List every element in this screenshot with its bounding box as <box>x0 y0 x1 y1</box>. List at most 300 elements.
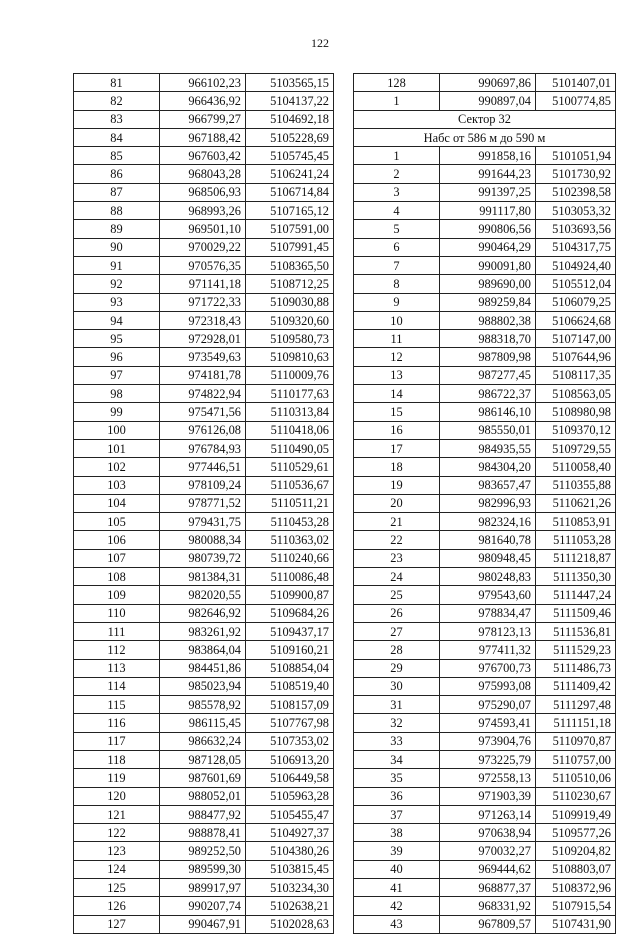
table-row <box>354 659 616 677</box>
point-number-cell: 96 <box>74 348 160 366</box>
y-coordinate-cell: 5111218,87 <box>536 549 616 567</box>
table-row <box>74 110 334 128</box>
sector-subtitle-row <box>354 128 616 146</box>
y-coordinate-cell: 5107915,54 <box>536 897 616 915</box>
y-coordinate-cell: 5103234,30 <box>246 879 334 897</box>
table-row <box>354 513 616 531</box>
table-row <box>74 531 334 549</box>
y-coordinate-cell: 5108803,07 <box>536 860 616 878</box>
x-coordinate-cell: 984451,86 <box>160 659 246 677</box>
table-row <box>74 128 334 146</box>
y-coordinate-cell: 5109160,21 <box>246 641 334 659</box>
y-coordinate-cell: 5108563,05 <box>536 385 616 403</box>
y-coordinate-cell: 5109204,82 <box>536 842 616 860</box>
table-row <box>74 787 334 805</box>
y-coordinate-cell: 5108980,98 <box>536 403 616 421</box>
point-number-cell: 9 <box>354 293 440 311</box>
x-coordinate-cell: 968043,28 <box>160 165 246 183</box>
x-coordinate-cell: 980948,45 <box>440 549 536 567</box>
y-coordinate-cell: 5110453,28 <box>246 513 334 531</box>
x-coordinate-cell: 978109,24 <box>160 476 246 494</box>
table-row <box>354 311 616 329</box>
y-coordinate-cell: 5109810,63 <box>246 348 334 366</box>
x-coordinate-cell: 975471,56 <box>160 403 246 421</box>
x-coordinate-cell: 986115,45 <box>160 714 246 732</box>
table-row <box>354 732 616 750</box>
table-row <box>74 311 334 329</box>
point-number-cell: 11 <box>354 330 440 348</box>
table-row <box>74 439 334 457</box>
point-number-cell: 121 <box>74 805 160 823</box>
table-row <box>74 824 334 842</box>
y-coordinate-cell: 5107767,98 <box>246 714 334 732</box>
point-number-cell: 82 <box>74 92 160 110</box>
y-coordinate-cell: 5102638,21 <box>246 897 334 915</box>
point-number-cell: 118 <box>74 750 160 768</box>
table-row <box>74 513 334 531</box>
y-coordinate-cell: 5111447,24 <box>536 586 616 604</box>
y-coordinate-cell: 5111053,28 <box>536 531 616 549</box>
table-row <box>74 202 334 220</box>
point-number-cell: 124 <box>74 860 160 878</box>
point-number-cell: 36 <box>354 787 440 805</box>
table-row <box>354 568 616 586</box>
table-row <box>354 604 616 622</box>
point-number-cell: 95 <box>74 330 160 348</box>
point-number-cell: 107 <box>74 549 160 567</box>
x-coordinate-cell: 980739,72 <box>160 549 246 567</box>
x-coordinate-cell: 967188,42 <box>160 128 246 146</box>
table-row <box>354 879 616 897</box>
x-coordinate-cell: 983657,47 <box>440 476 536 494</box>
x-coordinate-cell: 988318,70 <box>440 330 536 348</box>
point-number-cell: 128 <box>354 74 440 92</box>
table-row <box>354 439 616 457</box>
x-coordinate-cell: 968993,26 <box>160 202 246 220</box>
x-coordinate-cell: 969501,10 <box>160 220 246 238</box>
point-number-cell: 23 <box>354 549 440 567</box>
point-number-cell: 33 <box>354 732 440 750</box>
y-coordinate-cell: 5108712,25 <box>246 275 334 293</box>
point-number-cell: 3 <box>354 183 440 201</box>
y-coordinate-cell: 5107165,12 <box>246 202 334 220</box>
y-coordinate-cell: 5110086,48 <box>246 568 334 586</box>
x-coordinate-cell: 978123,13 <box>440 622 536 640</box>
x-coordinate-cell: 982646,92 <box>160 604 246 622</box>
x-coordinate-cell: 985578,92 <box>160 696 246 714</box>
table-row <box>354 202 616 220</box>
table-row <box>354 476 616 494</box>
point-number-cell: 127 <box>74 915 160 933</box>
x-coordinate-cell: 987809,98 <box>440 348 536 366</box>
table-row <box>74 165 334 183</box>
table-row <box>74 403 334 421</box>
x-coordinate-cell: 989690,00 <box>440 275 536 293</box>
point-number-cell: 111 <box>74 622 160 640</box>
table-row <box>74 732 334 750</box>
x-coordinate-cell: 970638,94 <box>440 824 536 842</box>
table-row <box>74 659 334 677</box>
table-row <box>354 183 616 201</box>
y-coordinate-cell: 5110177,63 <box>246 385 334 403</box>
table-row <box>354 74 616 92</box>
x-coordinate-cell: 987128,05 <box>160 750 246 768</box>
y-coordinate-cell: 5109729,55 <box>536 439 616 457</box>
x-coordinate-cell: 981384,31 <box>160 568 246 586</box>
point-number-cell: 28 <box>354 641 440 659</box>
table-row <box>354 330 616 348</box>
table-row <box>354 531 616 549</box>
table-row <box>354 696 616 714</box>
point-number-cell: 18 <box>354 458 440 476</box>
point-number-cell: 25 <box>354 586 440 604</box>
x-coordinate-cell: 980248,83 <box>440 568 536 586</box>
x-coordinate-cell: 986722,37 <box>440 385 536 403</box>
point-number-cell: 87 <box>74 183 160 201</box>
y-coordinate-cell: 5104924,40 <box>536 256 616 274</box>
x-coordinate-cell: 978834,47 <box>440 604 536 622</box>
y-coordinate-cell: 5110757,00 <box>536 750 616 768</box>
point-number-cell: 14 <box>354 385 440 403</box>
point-number-cell: 34 <box>354 750 440 768</box>
x-coordinate-cell: 978771,52 <box>160 494 246 512</box>
point-number-cell: 109 <box>74 586 160 604</box>
x-coordinate-cell: 973549,63 <box>160 348 246 366</box>
y-coordinate-cell: 5102398,58 <box>536 183 616 201</box>
y-coordinate-cell: 5104927,37 <box>246 824 334 842</box>
x-coordinate-cell: 974822,94 <box>160 385 246 403</box>
table-row <box>74 879 334 897</box>
point-number-cell: 20 <box>354 494 440 512</box>
point-number-cell: 12 <box>354 348 440 366</box>
table-row <box>354 348 616 366</box>
x-coordinate-cell: 974181,78 <box>160 366 246 384</box>
y-coordinate-cell: 5107353,02 <box>246 732 334 750</box>
y-coordinate-cell: 5110511,21 <box>246 494 334 512</box>
y-coordinate-cell: 5100774,85 <box>536 92 616 110</box>
x-coordinate-cell: 990897,04 <box>440 92 536 110</box>
y-coordinate-cell: 5101407,01 <box>536 74 616 92</box>
x-coordinate-cell: 990806,56 <box>440 220 536 238</box>
table-row <box>74 897 334 915</box>
point-number-cell: 92 <box>74 275 160 293</box>
y-coordinate-cell: 5103565,15 <box>246 74 334 92</box>
point-number-cell: 37 <box>354 805 440 823</box>
point-number-cell: 10 <box>354 311 440 329</box>
table-row <box>354 256 616 274</box>
table-row <box>74 677 334 695</box>
point-number-cell: 31 <box>354 696 440 714</box>
x-coordinate-cell: 976700,73 <box>440 659 536 677</box>
y-coordinate-cell: 5105228,69 <box>246 128 334 146</box>
x-coordinate-cell: 968331,92 <box>440 897 536 915</box>
table-row <box>354 403 616 421</box>
table-row <box>74 549 334 567</box>
point-number-cell: 6 <box>354 238 440 256</box>
table-row <box>354 915 616 933</box>
point-number-cell: 38 <box>354 824 440 842</box>
x-coordinate-cell: 970032,27 <box>440 842 536 860</box>
x-coordinate-cell: 989259,84 <box>440 293 536 311</box>
x-coordinate-cell: 973225,79 <box>440 750 536 768</box>
y-coordinate-cell: 5111529,23 <box>536 641 616 659</box>
y-coordinate-cell: 5111509,46 <box>536 604 616 622</box>
y-coordinate-cell: 5110355,88 <box>536 476 616 494</box>
point-number-cell: 108 <box>74 568 160 586</box>
point-number-cell: 93 <box>74 293 160 311</box>
table-row <box>354 769 616 787</box>
y-coordinate-cell: 5105745,45 <box>246 147 334 165</box>
y-coordinate-cell: 5110490,05 <box>246 439 334 457</box>
x-coordinate-cell: 971141,18 <box>160 275 246 293</box>
point-number-cell: 13 <box>354 366 440 384</box>
y-coordinate-cell: 5104317,75 <box>536 238 616 256</box>
y-coordinate-cell: 5108519,40 <box>246 677 334 695</box>
point-number-cell: 21 <box>354 513 440 531</box>
point-number-cell: 15 <box>354 403 440 421</box>
point-number-cell: 86 <box>74 165 160 183</box>
table-row <box>354 750 616 768</box>
x-coordinate-cell: 966799,27 <box>160 110 246 128</box>
point-number-cell: 100 <box>74 421 160 439</box>
y-coordinate-cell: 5110970,87 <box>536 732 616 750</box>
x-coordinate-cell: 973904,76 <box>440 732 536 750</box>
x-coordinate-cell: 980088,34 <box>160 531 246 549</box>
point-number-cell: 112 <box>74 641 160 659</box>
coordinates-table-left <box>73 73 334 934</box>
point-number-cell: 29 <box>354 659 440 677</box>
table-row <box>74 183 334 201</box>
x-coordinate-cell: 986632,24 <box>160 732 246 750</box>
table-row <box>354 549 616 567</box>
table-row <box>354 494 616 512</box>
point-number-cell: 27 <box>354 622 440 640</box>
y-coordinate-cell: 5106449,58 <box>246 769 334 787</box>
table-row <box>74 476 334 494</box>
y-coordinate-cell: 5110621,26 <box>536 494 616 512</box>
table-row <box>74 622 334 640</box>
y-coordinate-cell: 5110510,06 <box>536 769 616 787</box>
table-row <box>74 256 334 274</box>
x-coordinate-cell: 975290,07 <box>440 696 536 714</box>
point-number-cell: 116 <box>74 714 160 732</box>
point-number-cell: 16 <box>354 421 440 439</box>
y-coordinate-cell: 5111297,48 <box>536 696 616 714</box>
y-coordinate-cell: 5110536,67 <box>246 476 334 494</box>
point-number-cell: 39 <box>354 842 440 860</box>
point-number-cell: 84 <box>74 128 160 146</box>
x-coordinate-cell: 983864,04 <box>160 641 246 659</box>
x-coordinate-cell: 984304,20 <box>440 458 536 476</box>
y-coordinate-cell: 5107644,96 <box>536 348 616 366</box>
table-row <box>74 238 334 256</box>
point-number-cell: 106 <box>74 531 160 549</box>
x-coordinate-cell: 967603,42 <box>160 147 246 165</box>
x-coordinate-cell: 990464,29 <box>440 238 536 256</box>
table-row <box>74 330 334 348</box>
x-coordinate-cell: 979431,75 <box>160 513 246 531</box>
point-number-cell: 81 <box>74 74 160 92</box>
x-coordinate-cell: 987601,69 <box>160 769 246 787</box>
x-coordinate-cell: 990697,86 <box>440 74 536 92</box>
y-coordinate-cell: 5103815,45 <box>246 860 334 878</box>
point-number-cell: 101 <box>74 439 160 457</box>
y-coordinate-cell: 5107431,90 <box>536 915 616 933</box>
table-row <box>74 366 334 384</box>
point-number-cell: 125 <box>74 879 160 897</box>
x-coordinate-cell: 967809,57 <box>440 915 536 933</box>
table-row <box>354 385 616 403</box>
x-coordinate-cell: 988477,92 <box>160 805 246 823</box>
point-number-cell: 120 <box>74 787 160 805</box>
x-coordinate-cell: 966436,92 <box>160 92 246 110</box>
table-row <box>74 385 334 403</box>
table-row <box>74 293 334 311</box>
y-coordinate-cell: 5104380,26 <box>246 842 334 860</box>
x-coordinate-cell: 982324,16 <box>440 513 536 531</box>
point-number-cell: 1 <box>354 147 440 165</box>
x-coordinate-cell: 986146,10 <box>440 403 536 421</box>
x-coordinate-cell: 991117,80 <box>440 202 536 220</box>
y-coordinate-cell: 5106714,84 <box>246 183 334 201</box>
x-coordinate-cell: 988052,01 <box>160 787 246 805</box>
table-row <box>354 586 616 604</box>
x-coordinate-cell: 972928,01 <box>160 330 246 348</box>
y-coordinate-cell: 5111151,18 <box>536 714 616 732</box>
table-row <box>74 275 334 293</box>
table-row <box>74 147 334 165</box>
point-number-cell: 7 <box>354 256 440 274</box>
x-coordinate-cell: 966102,23 <box>160 74 246 92</box>
table-row <box>74 915 334 933</box>
table-row <box>354 860 616 878</box>
table-row <box>74 74 334 92</box>
x-coordinate-cell: 970576,35 <box>160 256 246 274</box>
x-coordinate-cell: 990207,74 <box>160 897 246 915</box>
table-row <box>74 586 334 604</box>
point-number-cell: 103 <box>74 476 160 494</box>
y-coordinate-cell: 5101730,92 <box>536 165 616 183</box>
y-coordinate-cell: 5107591,00 <box>246 220 334 238</box>
x-coordinate-cell: 981640,78 <box>440 531 536 549</box>
y-coordinate-cell: 5110240,66 <box>246 549 334 567</box>
table-row <box>74 92 334 110</box>
point-number-cell: 40 <box>354 860 440 878</box>
point-number-cell: 85 <box>74 147 160 165</box>
point-number-cell: 24 <box>354 568 440 586</box>
table-row <box>74 696 334 714</box>
coordinates-table-right <box>353 73 616 934</box>
point-number-cell: 17 <box>354 439 440 457</box>
x-coordinate-cell: 985550,01 <box>440 421 536 439</box>
x-coordinate-cell: 971903,39 <box>440 787 536 805</box>
x-coordinate-cell: 989917,97 <box>160 879 246 897</box>
x-coordinate-cell: 989599,30 <box>160 860 246 878</box>
point-number-cell: 104 <box>74 494 160 512</box>
point-number-cell: 41 <box>354 879 440 897</box>
table-row <box>74 805 334 823</box>
x-coordinate-cell: 988802,38 <box>440 311 536 329</box>
table-row <box>74 641 334 659</box>
y-coordinate-cell: 5108365,50 <box>246 256 334 274</box>
page-number: 122 <box>311 36 329 50</box>
point-number-cell: 42 <box>354 897 440 915</box>
table-row <box>74 220 334 238</box>
y-coordinate-cell: 5108157,09 <box>246 696 334 714</box>
y-coordinate-cell: 5108854,04 <box>246 659 334 677</box>
x-coordinate-cell: 972558,13 <box>440 769 536 787</box>
y-coordinate-cell: 5109030,88 <box>246 293 334 311</box>
y-coordinate-cell: 5105963,28 <box>246 787 334 805</box>
y-coordinate-cell: 5107991,45 <box>246 238 334 256</box>
y-coordinate-cell: 5105455,47 <box>246 805 334 823</box>
y-coordinate-cell: 5101051,94 <box>536 147 616 165</box>
point-number-cell: 22 <box>354 531 440 549</box>
table-row <box>354 92 616 110</box>
y-coordinate-cell: 5109577,26 <box>536 824 616 842</box>
point-number-cell: 117 <box>74 732 160 750</box>
x-coordinate-cell: 969444,62 <box>440 860 536 878</box>
x-coordinate-cell: 976784,93 <box>160 439 246 457</box>
table-row <box>354 677 616 695</box>
point-number-cell: 83 <box>74 110 160 128</box>
y-coordinate-cell: 5109437,17 <box>246 622 334 640</box>
y-coordinate-cell: 5106624,68 <box>536 311 616 329</box>
table-row <box>354 622 616 640</box>
y-coordinate-cell: 5106913,20 <box>246 750 334 768</box>
table-row <box>74 604 334 622</box>
x-coordinate-cell: 990467,91 <box>160 915 246 933</box>
sector-title: Сектор 32 <box>354 110 616 128</box>
point-number-cell: 102 <box>74 458 160 476</box>
point-number-cell: 97 <box>74 366 160 384</box>
point-number-cell: 113 <box>74 659 160 677</box>
table-row <box>74 750 334 768</box>
table-row <box>354 824 616 842</box>
point-number-cell: 89 <box>74 220 160 238</box>
point-number-cell: 110 <box>74 604 160 622</box>
x-coordinate-cell: 968506,93 <box>160 183 246 201</box>
table-row <box>354 787 616 805</box>
point-number-cell: 5 <box>354 220 440 238</box>
y-coordinate-cell: 5110313,84 <box>246 403 334 421</box>
point-number-cell: 30 <box>354 677 440 695</box>
x-coordinate-cell: 970029,22 <box>160 238 246 256</box>
table-row <box>354 366 616 384</box>
x-coordinate-cell: 975993,08 <box>440 677 536 695</box>
table-row <box>354 421 616 439</box>
y-coordinate-cell: 5111350,30 <box>536 568 616 586</box>
y-coordinate-cell: 5110009,76 <box>246 366 334 384</box>
x-coordinate-cell: 991397,25 <box>440 183 536 201</box>
table-row <box>74 842 334 860</box>
y-coordinate-cell: 5110230,67 <box>536 787 616 805</box>
point-number-cell: 90 <box>74 238 160 256</box>
x-coordinate-cell: 979543,60 <box>440 586 536 604</box>
sector-subtitle: Набс от 586 м до 590 м <box>354 128 616 146</box>
y-coordinate-cell: 5106079,25 <box>536 293 616 311</box>
table-row <box>354 805 616 823</box>
table-row <box>354 897 616 915</box>
x-coordinate-cell: 985023,94 <box>160 677 246 695</box>
point-number-cell: 43 <box>354 915 440 933</box>
point-number-cell: 123 <box>74 842 160 860</box>
table-row <box>354 842 616 860</box>
x-coordinate-cell: 982020,55 <box>160 586 246 604</box>
point-number-cell: 32 <box>354 714 440 732</box>
y-coordinate-cell: 5110418,06 <box>246 421 334 439</box>
y-coordinate-cell: 5110058,40 <box>536 458 616 476</box>
